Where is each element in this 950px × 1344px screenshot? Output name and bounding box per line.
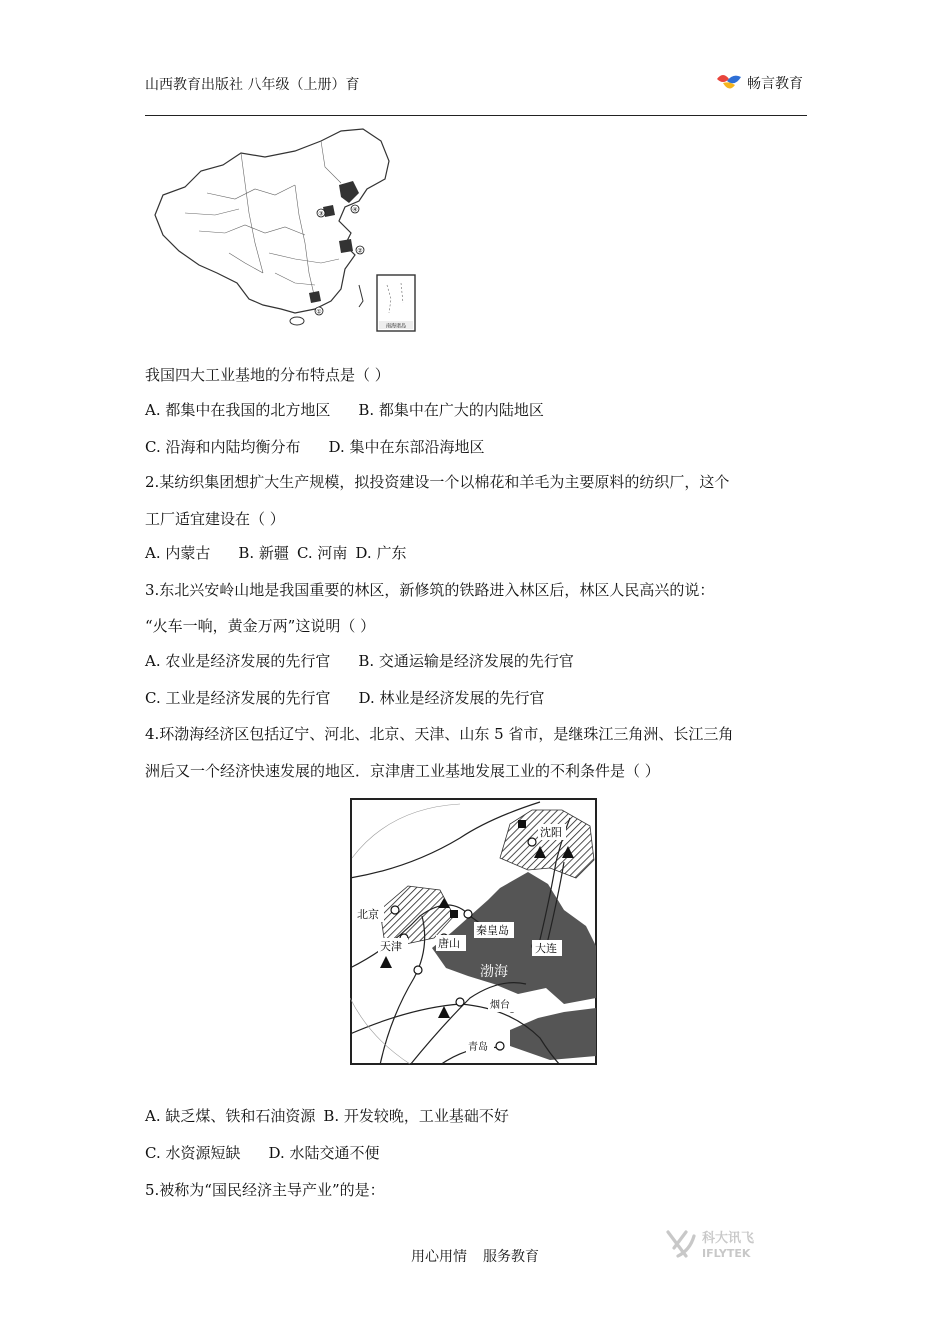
q3-option-b[interactable]: B. 交通运输是经济发展的先行官 <box>358 652 574 670</box>
q2-stem-line-2: 工厂适宜建设在（ ） <box>145 510 285 528</box>
q4-option-a[interactable]: A. 缺乏煤、铁和石油资源 <box>145 1107 316 1125</box>
label-dalian: 大连 <box>535 942 557 955</box>
q5-stem: 5.被称为“国民经济主导产业”的是： <box>145 1181 385 1199</box>
label-qingdao: 青岛 <box>468 1042 488 1053</box>
q1-stem: 我国四大工业基地的分布特点是（ ） <box>145 366 390 384</box>
q1-options-row-2 <box>145 437 485 457</box>
header-rule <box>145 115 807 116</box>
header-brand <box>715 68 803 98</box>
q2-stem-line-1: 2.某纺织集团想扩大生产规模，拟投资建设一个以棉花和羊毛为主要原料的纺织厂，这个 <box>145 473 730 491</box>
brand-name: 畅言教育 <box>747 76 803 92</box>
china-industrial-base-map <box>145 123 420 336</box>
label-tangshan: 唐山 <box>438 937 460 950</box>
label-qinhuangdao: 秦皇岛 <box>476 924 509 937</box>
south-sea-inset <box>377 275 415 331</box>
label-yantai: 烟台 <box>490 1000 510 1011</box>
map1-marker-1: ① <box>316 308 322 316</box>
q4-options-row-2 <box>145 1143 380 1163</box>
q2-options-row <box>145 543 406 563</box>
q1-option-c[interactable]: C. 沿海和内陆均衡分布 <box>145 438 301 456</box>
q4-stem-line-1: 4.环渤海经济区包括辽宁、河北、北京、天津、山东 5 省市，是继珠江三角洲、长江三角 <box>145 725 734 743</box>
q3-option-a[interactable]: A. 农业是经济发展的先行官 <box>145 652 331 670</box>
q3-options-row-2 <box>145 688 545 708</box>
label-beijing: 北京 <box>357 908 379 921</box>
q4-option-b[interactable]: B. 开发较晚，工业基础不好 <box>323 1107 509 1125</box>
watermark-en: IFLYTEK <box>702 1247 751 1260</box>
header-publisher-text: 山西教育出版社 八年级（上册）育 <box>145 77 360 93</box>
q2-option-c[interactable]: C. 河南 <box>296 544 348 562</box>
q3-options-row-1 <box>145 651 574 671</box>
label-bohai: 渤海 <box>480 964 508 980</box>
q3-stem-line-2: “火车一响，黄金万两”这说明（ ） <box>145 617 376 635</box>
q1-option-a[interactable]: A. 都集中在我国的北方地区 <box>145 401 331 419</box>
q3-option-d[interactable]: D. 林业是经济发展的先行官 <box>358 689 545 707</box>
q2-option-a[interactable]: A. 内蒙古 <box>145 544 211 562</box>
q1-option-d[interactable]: D. 集中在东部沿海地区 <box>328 438 485 456</box>
q4-option-c[interactable]: C. 水资源短缺 <box>145 1144 241 1162</box>
page-footer <box>0 1246 950 1266</box>
map1-marker-4: ④ <box>352 206 358 214</box>
q4-option-d[interactable]: D. 水陆交通不便 <box>268 1144 380 1162</box>
q2-option-b[interactable]: B. 新疆 <box>238 544 289 562</box>
q4-stem-line-2: 洲后又一个经济快速发展的地区．京津唐工业基地发展工业的不利条件是（ ） <box>145 762 660 780</box>
inset-label: 南海诸岛 <box>385 323 407 330</box>
map1-marker-2: ② <box>357 247 363 255</box>
label-tianjin: 天津 <box>380 940 402 953</box>
q4-options-row-1 <box>145 1106 509 1126</box>
q1-options-row-1 <box>145 400 544 420</box>
footer-slogan-1: 用心用情 <box>411 1249 467 1265</box>
q3-option-c[interactable]: C. 工业是经济发展的先行官 <box>145 689 331 707</box>
label-shenyang: 沈阳 <box>540 826 562 839</box>
q3-stem-line-1: 3.东北兴安岭山地是我国重要的林区，新修筑的铁路进入林区后，林区人民高兴的说： <box>145 581 715 599</box>
footer-slogan-2: 服务教育 <box>483 1249 539 1265</box>
q2-option-d[interactable]: D. 广东 <box>355 544 407 562</box>
bohai-region-map <box>350 798 597 1065</box>
brand-logo-icon <box>715 71 743 95</box>
watermark-cn: 科大讯飞 <box>702 1231 755 1246</box>
q1-option-b[interactable]: B. 都集中在广大的内陆地区 <box>358 401 544 419</box>
map1-marker-3: ③ <box>318 210 324 218</box>
